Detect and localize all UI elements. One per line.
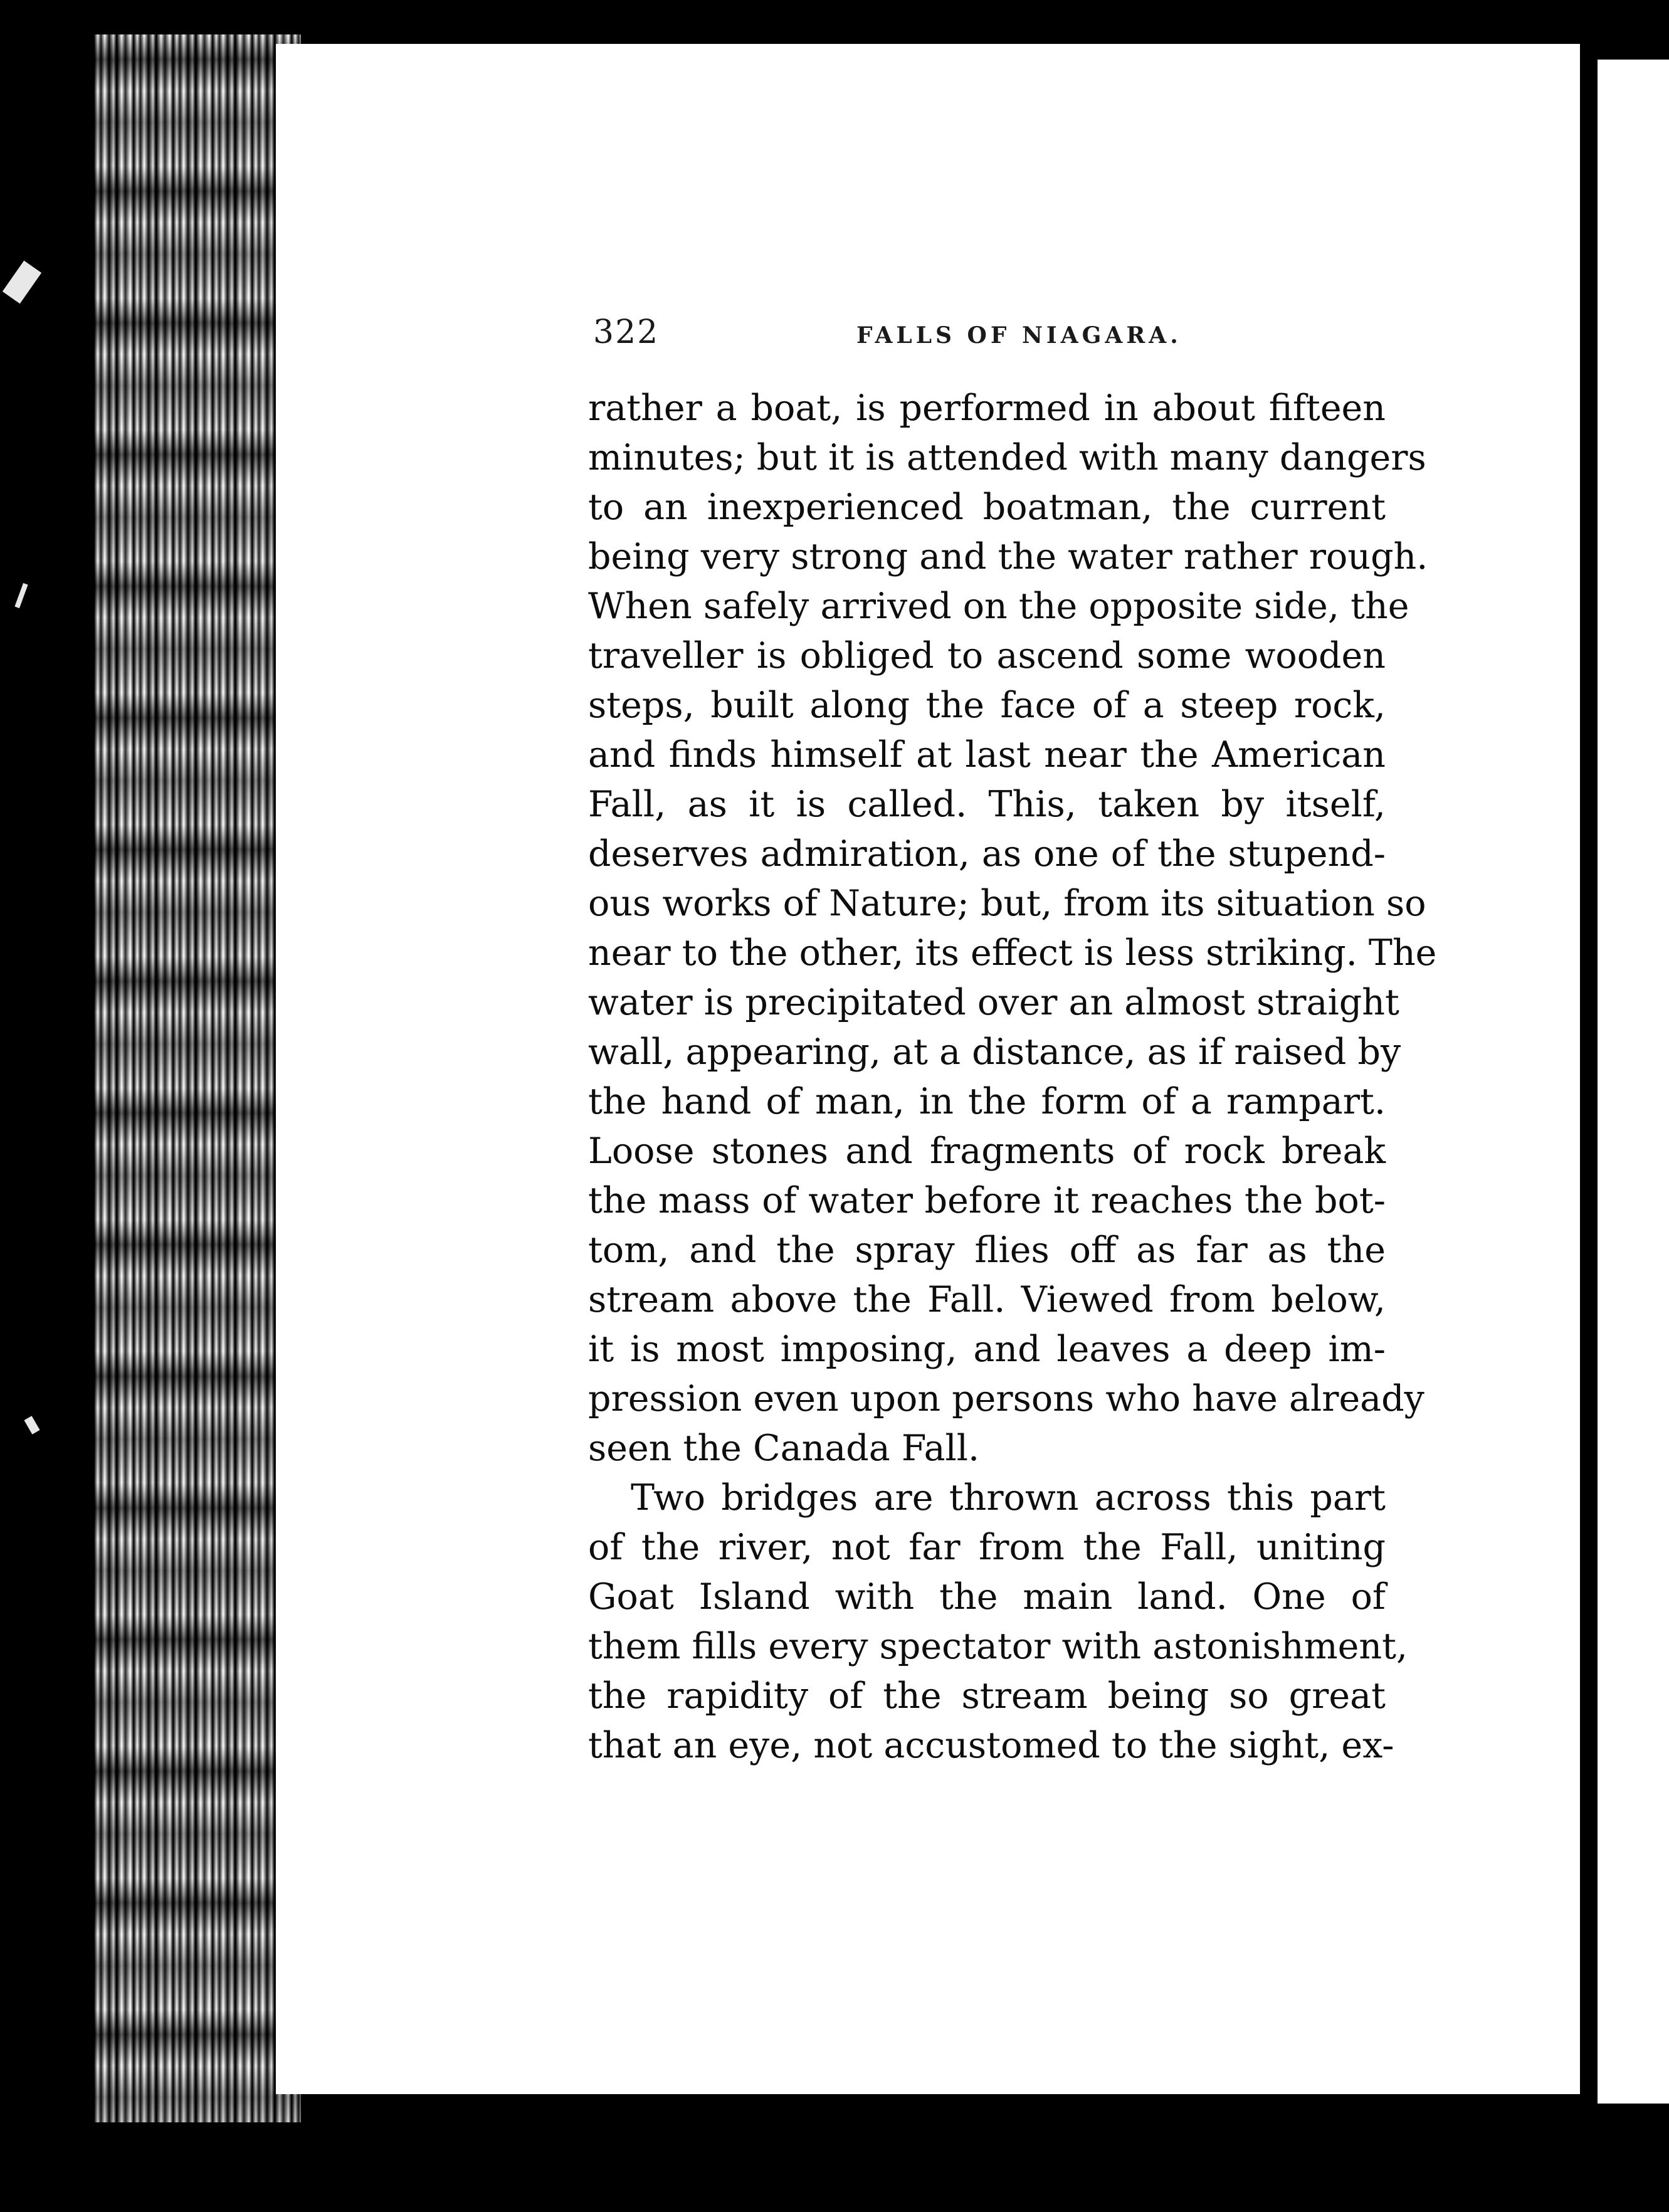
text-line: and finds himself at last near the American xyxy=(588,734,1386,776)
margin-mark xyxy=(14,583,28,608)
text-line: steps, built along the face of a steep rock, xyxy=(588,685,1386,726)
text-line: stream above the Fall. Viewed from below, xyxy=(588,1279,1386,1320)
page-edge-stack xyxy=(94,34,301,2122)
text-line: the mass of water before it reaches the bot- xyxy=(588,1180,1386,1221)
text-line: Loose stones and fragments of rock break xyxy=(588,1130,1386,1172)
text-line: Fall, as it is called. This, taken by itself, xyxy=(588,784,1386,825)
text-line: the hand of man, in the form of a rampart. xyxy=(588,1081,1386,1122)
margin-mark xyxy=(3,261,41,304)
text-line: When safely arrived on the opposite side, the xyxy=(588,586,1409,627)
text-line: of the river, not far from the Fall, uniting xyxy=(588,1527,1386,1568)
text-line: wall, appearing, at a distance, as if raised by xyxy=(588,1031,1401,1073)
body-text xyxy=(588,384,1437,1771)
running-title: FALLS OF NIAGARA. xyxy=(856,322,1182,349)
text-line: it is most imposing, and leaves a deep im- xyxy=(588,1329,1386,1370)
text-line: to an inexperienced boatman, the current xyxy=(588,487,1386,528)
facing-page-edge xyxy=(1598,60,1669,2104)
text-line: Two bridges are thrown across this part xyxy=(631,1477,1386,1519)
text-line: minutes; but it is attended with many dangers xyxy=(588,437,1426,478)
text-line: the rapidity of the stream being so great xyxy=(588,1675,1386,1717)
page-number: 322 xyxy=(593,313,660,351)
text-line: ous works of Nature; but, from its situation so xyxy=(588,883,1426,924)
text-line: traveller is obliged to ascend some wooden xyxy=(588,635,1386,677)
text-line: being very strong and the water rather rough. xyxy=(588,536,1428,577)
text-line: seen the Canada Fall. xyxy=(588,1428,980,1469)
text-line: deserves admiration, as one of the stupend- xyxy=(588,833,1386,875)
paragraph xyxy=(588,384,1437,1473)
text-line: rather a boat, is performed in about fifteen xyxy=(588,387,1386,429)
text-line: that an eye, not accustomed to the sight, ex- xyxy=(588,1725,1394,1766)
running-head xyxy=(593,313,1383,351)
text-line: tom, and the spray flies off as far as the xyxy=(588,1230,1386,1271)
text-line: them fills every spectator with astonishment, xyxy=(588,1626,1408,1667)
text-line: Goat Island with the main land. One of xyxy=(588,1576,1386,1618)
text-line: water is precipitated over an almost straight xyxy=(588,982,1399,1023)
paragraph xyxy=(588,1473,1408,1771)
text-line: near to the other, its effect is less striking. The xyxy=(588,932,1437,974)
text-line: pression even upon persons who have already xyxy=(588,1378,1424,1419)
margin-mark xyxy=(24,1416,39,1435)
